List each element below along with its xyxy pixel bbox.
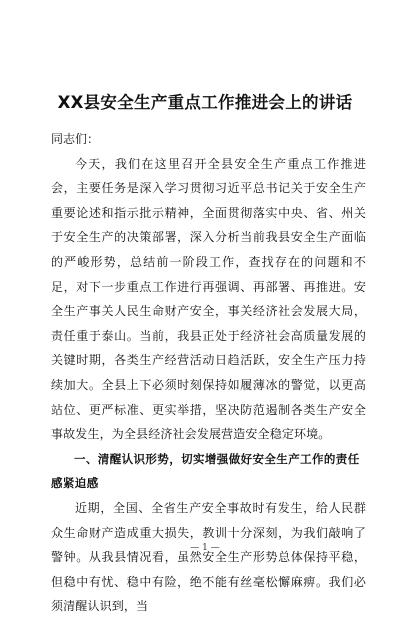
paragraph-intro: 今天，我们在这里召开全县安全生产重点工作推进会，主要任务是深入学习贯彻习近平总书记关于安全生产重要论述和指示批示精神，全面贯彻落实中央、省、州关于安全生产的决策部署，深入分析当前我县安全生产面临的严峻形势，总结前一阶段工作，查找存在的问题和不足，对下一步重点工作进行再强调、再部署、再推进。安全生产事关人民生命财产安全，事关经济社会发展大局，责任重于泰山。当前，我县正处于经济社会高质量发展的关键时期，各类生产经营活动日趋活跃，安全生产压力持续加大。全县上下必须时刻保持如履薄冰的警觉，以更高站位、更严标准、更实举措，坚决防范遏制各类生产安全事故发生，为全县经济社会发展营造安全稳定环境。 [51, 156, 366, 442]
page-number: — 1 — [190, 543, 220, 553]
salutation: 同志们： [51, 132, 100, 146]
document-title: XX县安全生产重点工作推进会上的讲话 [57, 93, 353, 112]
section-heading-1: 一、清醒认识形势，切实增强做好安全生产工作的责任感紧迫感 [51, 451, 360, 491]
paragraph-section-1: 近期，全国、全省生产安全事故时有发生，给人民群众生命财产造成重大损失，教训十分深刻，为我们敲响了警钟。从我县情况看，虽然安全生产形势总体保持平稳，但稳中有忧、稳中有险，绝不能有丝毫松懈麻痹。我们必须清醒认识到，当 [51, 500, 366, 614]
